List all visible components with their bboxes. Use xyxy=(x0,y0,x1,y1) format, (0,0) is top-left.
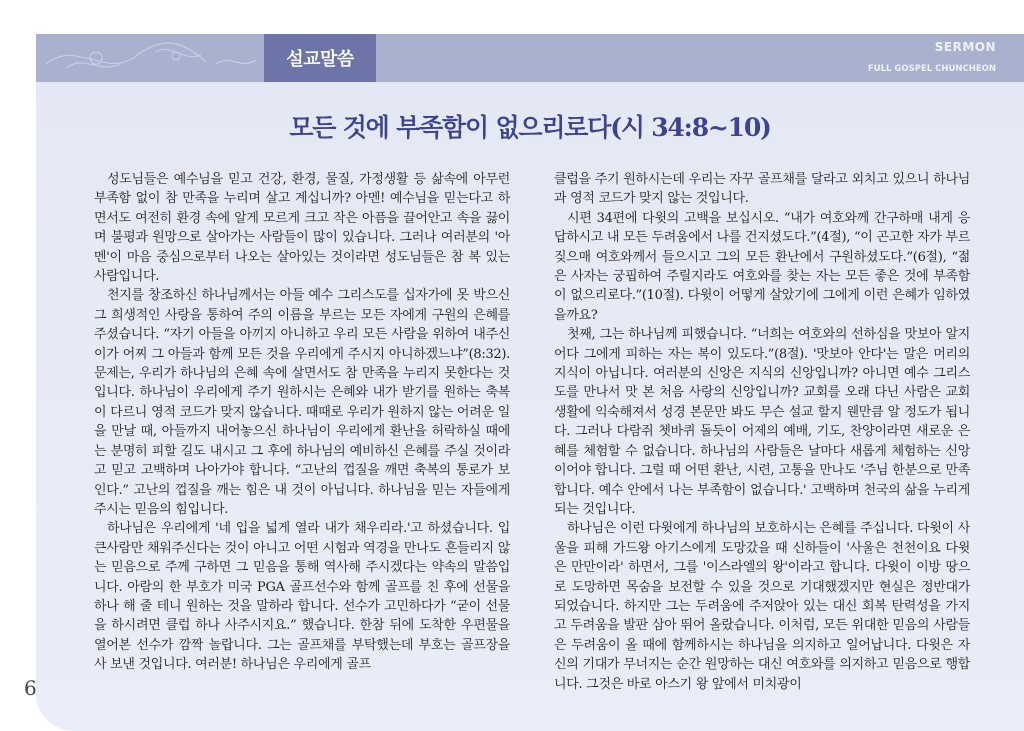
section-title-box xyxy=(264,34,376,82)
floral-ornament-icon xyxy=(36,34,266,82)
right-column xyxy=(554,170,970,694)
paragraph: 클럽을 주기 원하시는데 우리는 자꾸 골프채를 달라고 외치고 있으니 하나님과 영적 코드가 맞지 않는 것입니다. xyxy=(554,172,970,207)
page-number: 6 xyxy=(24,676,37,700)
paragraph: 하나님은 우리에게 '네 입을 넓게 열라 내가 채우리라.'고 하셨습니다. 입 큰사람만 채워주신다는 것이 아니고 어떤 시험과 역경을 만나도 흔들리지 않는 믿음으로 주께 구하면 그 믿음을 통해 역사해 주시겠다는 약속의 말씀입니다. 아람의 한 부호가 미국 PGA 골프선수와 함께 골프를 친 후에 선물을 하나 해 줄 테니 원하는 것을 말하라 합니다. 선수가 고민하다가 “굳이 선물을 하시려면 클럽 하나 사주시지요.” 했습니다. 한참 뒤에 도착한 우편물을 열어본 선수가 깜짝 놀랍니다. 그는 골프채를 부탁했는데 부호는 골프장을 사 보낸 것입니다. 여러분! 하나님은 우리에게 골프 xyxy=(94,521,510,673)
section-title: 설교말씀 xyxy=(286,49,354,70)
sermon-label: SERMON xyxy=(934,40,996,54)
paragraph: 첫째, 그는 하나님께 피했습니다. “너희는 여호와의 선하심을 맛보아 알지어다 그에게 피하는 자는 복이 있도다.”(8절). '맛보아 안다'는 말은 머리의 지식이 아닙니다. 여러분의 신앙은 지식의 신앙입니까? 아니면 예수 그리스도를 만나서 맛 본 처음 사랑의 신앙입니까? 교회를 오래 다닌 사람은 교회생활에 익숙해져서 성경 본문만 봐도 무슨 설교 할지 웬만큼 알 정도가 됩니다. 그러나 다람쥐 쳇바퀴 돌듯이 어제의 예배, 기도, 찬양이라면 새로운 은혜를 체험할 수 없습니다. 하나님의 사람들은 날마다 새롭게 체험하는 신앙이어야 합니다. 그럴 때 어떤 환난, 시련, 고통을 만나도 '주님 한분으로 만족합니다. 예수 안에서 나는 부족함이 없습니다.' 고백하며 천국의 삶을 누리게 되는 것입니다. xyxy=(554,327,970,517)
left-column xyxy=(94,170,510,675)
article-title: 모든 것에 부족함이 없으리로다(시 34:8~10) xyxy=(289,113,771,142)
paragraph: 시편 34편에 다윗의 고백을 보십시오. “내가 여호와께 간구하매 내게 응답하시고 내 모든 두려움에서 나를 건지셨도다.”(4절), “이 곤고한 자가 부르짖으매 여호와께서 들으시고 그의 모든 환난에서 구원하셨도다.”(6절), “젊은 사자는 궁핍하여 주릴지라도 여호와를 찾는 자는 모든 좋은 것에 부족함이 없으리로다.”(10절). 다윗이 어떻게 살았기에 그에게 이런 은혜가 임하였을까요? xyxy=(554,210,970,323)
paragraph: 성도님들은 예수님을 믿고 건강, 환경, 물질, 가정생활 등 삶속에 아무런 부족함 없이 참 만족을 누리며 살고 계십니까? 아멘! 예수님을 믿는다고 하면서도 여전히 환경 속에 알게 모르게 크고 작은 아픔을 끌어안고 속을 끓이며 불평과 원망으로 살아가는 사람들이 많이 있습니다. 그러나 여러분의 '아멘'이 마음 중심으로부터 나오는 살아있는 것이라면 성도님들은 참 복 있는 사람입니다. xyxy=(94,172,510,285)
publisher-label: FULL GOSPEL CHUNCHEON xyxy=(867,64,996,74)
paragraph: 하나님은 이런 다윗에게 하나님의 보호하시는 은혜를 주십니다. 다윗이 사울을 피해 가드왕 아기스에게 도망갔을 때 신하들이 '사울은 천천이요 다윗은 만만이라' 하면서, 그를 '이스라엘의 왕'이라고 합니다. 다윗이 이방 땅으로 도망하면 목숨을 보전할 수 있을 것으로 기대했겠지만 현실은 정반대가 되었습니다. 하지만 그는 두려움에 주저앉아 있는 대신 회복 탄력성을 가지고 두려움을 발판 삼아 뛰어 올랐습니다. 이처럼, 모든 위대한 믿음의 사람들은 두려움이 올 때에 함께하시는 하나님을 의지하고 일어납니다. 다윗은 자신의 기대가 무너지는 순간 원망하는 대신 여호와를 의지하고 믿음으로 행합니다. 그것은 바로 아스기 왕 앞에서 미치광이 xyxy=(554,521,970,692)
paragraph: 천지를 창조하신 하나님께서는 아들 예수 그리스도를 십자가에 못 박으신 그 희생적인 사랑을 통하여 주의 이름을 부르는 모든 자에게 구원의 은혜를 주셨습니다. “자기 아들을 아끼지 아니하고 우리 모든 사람을 위하여 내주신 이가 어찌 그 아들과 함께 모든 것을 우리에게 주시지 아니하겠느냐”(8:32). 문제는, 우리가 하나님의 은혜 속에 살면서도 참 만족을 누리지 못한다는 것입니다. 하나님이 우리에게 주기 원하시는 은혜와 내가 받기를 원하는 축복이 다르니 영적 코드가 맞지 않습니다. 때때로 우리가 원하지 않는 어려운 일을 만날 때, 아들까지 내어놓으신 하나님이 우리에게 환난을 허락하실 때에는 분명히 피할 길도 내시고 그 후에 하나님의 예비하신 은혜를 주실 것이라고 믿고 고백하며 나아가야 합니다. “고난의 껍질을 깨면 축복의 통로가 보인다.” 고난의 껍질을 깨는 힘은 내 것이 아닙니다. 하나님을 믿는 자들에게 주시는 믿음의 힘입니다. xyxy=(94,288,510,517)
